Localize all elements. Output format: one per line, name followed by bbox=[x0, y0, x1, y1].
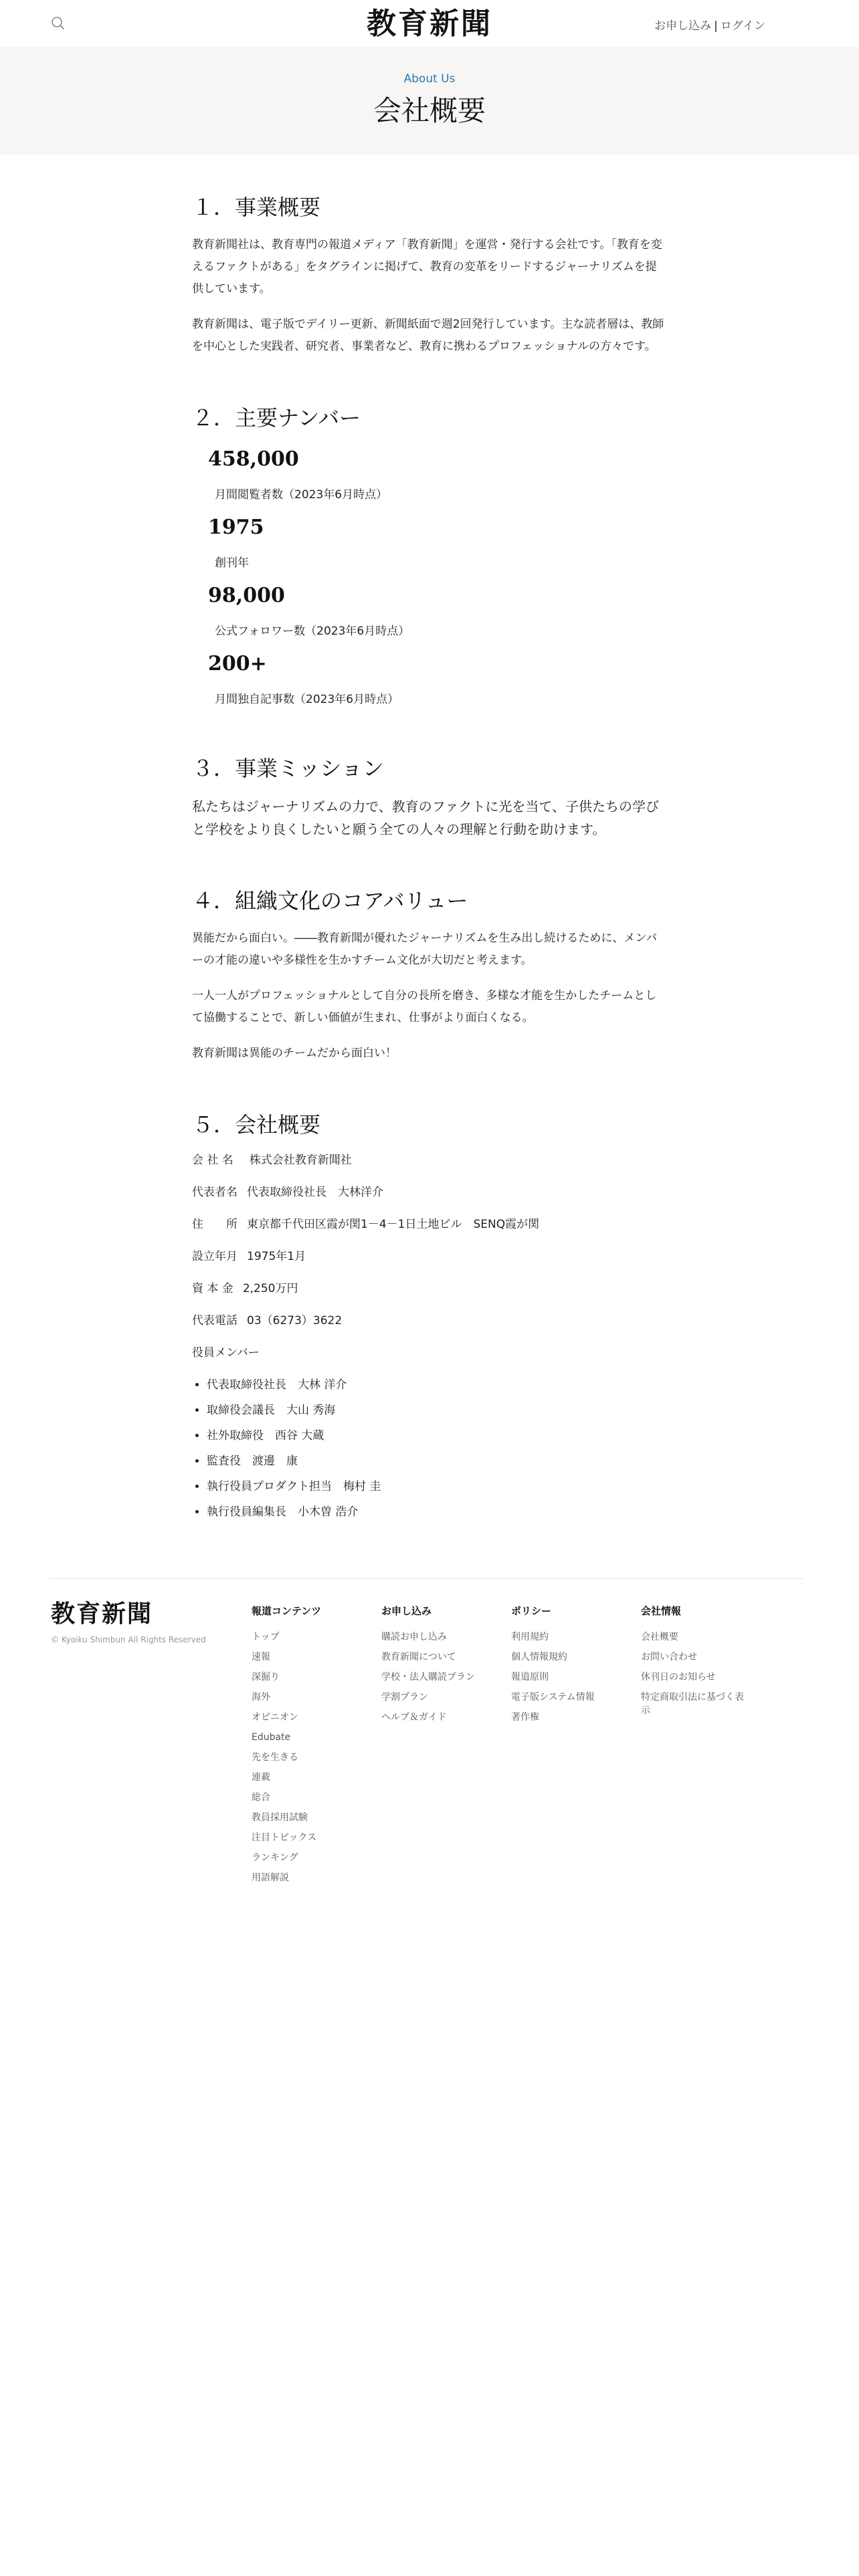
info-value: 株式会社教育新聞社 bbox=[249, 1154, 352, 1167]
footer-link[interactable]: 個人情報規約 bbox=[511, 1652, 567, 1662]
business-paragraph-1: 教育新聞社は、教育専門の報道メディア「教育新聞」を運営・発行する会社です。「教育を変えるファクトがある」をタグラインに掲げて、教育の変革をリードするジャーナリズムを提供しています。 bbox=[192, 238, 662, 296]
list-item: • 代表取締役社長 大林 洋介 bbox=[207, 1376, 667, 1394]
mission-text: 私たちはジャーナリズムの力で、教育のファクトに光を当て、子供たちの学びと学校をより良くしたいと願う全ての人々の理解と行動を助けます。 bbox=[192, 798, 659, 837]
section-key-numbers bbox=[192, 403, 667, 708]
number-label: 創刊年 bbox=[215, 556, 249, 570]
footer-link[interactable]: 総合 bbox=[252, 1792, 270, 1803]
section-heading: ５．会社概要 bbox=[192, 1112, 321, 1138]
established-row bbox=[192, 1248, 667, 1265]
officer-list bbox=[192, 1376, 667, 1521]
footer-col-title: 会社情報 bbox=[641, 1605, 682, 1617]
footer-link[interactable]: 注目トピックス bbox=[252, 1832, 317, 1843]
section-heading: ２．主要ナンバー bbox=[192, 405, 361, 431]
info-label: 資 本 金 bbox=[192, 1282, 233, 1295]
header-account-links bbox=[654, 16, 765, 33]
footer-link[interactable]: ヘルプ＆ガイド bbox=[381, 1712, 447, 1723]
footer-col-title: ポリシー bbox=[511, 1605, 552, 1617]
footer-link[interactable]: 利用規約 bbox=[511, 1632, 549, 1642]
site-footer bbox=[50, 1578, 803, 1909]
capital-row bbox=[192, 1280, 667, 1297]
number-item bbox=[208, 649, 667, 708]
footer-logo[interactable]: 教育新聞 bbox=[51, 1600, 153, 1628]
footer-link[interactable]: 用語解説 bbox=[252, 1872, 289, 1883]
footer-link[interactable]: 会社概要 bbox=[641, 1632, 678, 1642]
business-paragraph-2: 教育新聞は、電子版でデイリー更新、新聞紙面で週2回発行しています。主な読者層は、教師を中心とした実践者、研究者、事業者など、教育に携わるプロフェッショナルの方々です。 bbox=[192, 318, 664, 353]
officers-label: 役員メンバー bbox=[192, 1346, 260, 1360]
page-title: 会社概要 bbox=[373, 94, 486, 127]
site-header bbox=[0, 0, 859, 47]
number-value: 1975 bbox=[208, 516, 264, 539]
info-value: 代表取締役社長 大林洋介 bbox=[247, 1186, 383, 1199]
company-name-row bbox=[192, 1152, 667, 1169]
footer-col-policy bbox=[511, 1603, 625, 1727]
subscribe-link[interactable]: お申し込み bbox=[654, 19, 712, 33]
number-label: 公式フォロワー数（2023年6月時点） bbox=[215, 625, 410, 638]
number-value: 458,000 bbox=[208, 447, 299, 471]
footer-link[interactable]: 深掘り bbox=[252, 1672, 280, 1683]
representative-row bbox=[192, 1184, 667, 1201]
footer-link[interactable]: オピニオン bbox=[252, 1712, 298, 1723]
section-mission bbox=[192, 754, 667, 841]
phone-row bbox=[192, 1312, 667, 1329]
footer-link[interactable]: 連載 bbox=[252, 1772, 270, 1783]
section-company-profile bbox=[192, 1110, 667, 1521]
link-separator: | bbox=[714, 19, 718, 33]
info-label: 住 所 bbox=[192, 1218, 237, 1231]
footer-link[interactable]: トップ bbox=[252, 1632, 280, 1642]
number-value: 200+ bbox=[208, 652, 267, 675]
footer-link[interactable]: 休刊日のお知らせ bbox=[641, 1672, 716, 1683]
address-row bbox=[192, 1216, 667, 1233]
list-item: • 執行役員編集長 小木曽 浩介 bbox=[207, 1503, 667, 1521]
footer-col-subscribe bbox=[381, 1603, 495, 1727]
section-heading: １．事業概要 bbox=[192, 195, 321, 220]
footer-link[interactable]: 速報 bbox=[252, 1652, 270, 1662]
number-label: 月間独自記事数（2023年6月時点） bbox=[215, 693, 399, 706]
main-content bbox=[192, 155, 667, 1521]
page-hero bbox=[0, 47, 859, 155]
number-value: 98,000 bbox=[208, 584, 285, 607]
footer-link[interactable]: 報道原則 bbox=[511, 1672, 549, 1683]
info-value: 東京都千代田区霞が関1－4－1日土地ビル SENQ霞が関 bbox=[247, 1218, 540, 1231]
number-label: 月間閲覧者数（2023年6月時点） bbox=[215, 488, 388, 502]
info-value: 2,250万円 bbox=[242, 1282, 298, 1295]
culture-paragraph-3: 教育新聞は異能のチームだから面白い！ bbox=[192, 1047, 397, 1060]
footer-link[interactable]: お問い合わせ bbox=[641, 1652, 697, 1662]
culture-paragraph-1: 異能だから面白い。――教育新聞が優れたジャーナリズムを生み出し続けるために、メンバーの才能の違いや多様性を生かすチーム文化が大切だと考えます。 bbox=[192, 932, 658, 967]
section-heading: ３．事業ミッション bbox=[192, 756, 384, 781]
number-item bbox=[208, 513, 667, 572]
info-label: 代表者名 bbox=[192, 1186, 237, 1199]
info-value: 1975年1月 bbox=[247, 1250, 306, 1263]
info-label: 会 社 名 bbox=[192, 1154, 233, 1167]
footer-col-company bbox=[641, 1603, 748, 1717]
list-item: • 社外取締役 西谷 大蔵 bbox=[207, 1427, 667, 1444]
number-item bbox=[208, 581, 667, 640]
site-logo[interactable]: 教育新聞 bbox=[367, 7, 492, 41]
footer-link[interactable]: 先を生きる bbox=[252, 1752, 298, 1763]
footer-link[interactable]: 購読お申し込み bbox=[381, 1632, 447, 1642]
login-link[interactable]: ログイン bbox=[720, 19, 765, 33]
footer-col-title: 報道コンテンツ bbox=[252, 1605, 322, 1617]
footer-link[interactable]: 教育新聞について bbox=[381, 1652, 456, 1662]
footer-link[interactable]: 学割プラン bbox=[381, 1692, 428, 1703]
info-value: 03（6273）3622 bbox=[247, 1314, 343, 1327]
section-business-overview bbox=[192, 193, 667, 358]
info-label: 設立年月 bbox=[192, 1250, 237, 1263]
footer-link[interactable]: 学校・法人購読プラン bbox=[381, 1672, 475, 1683]
number-item bbox=[208, 445, 667, 504]
footer-brand bbox=[51, 1599, 206, 1644]
list-item: • 執行役員プロダクト担当 梅村 圭 bbox=[207, 1478, 667, 1495]
culture-paragraph-2: 一人一人がプロフェッショナルとして自分の長所を磨き、多様な才能を生かしたチームとして協働することで、新しい価値が生まれ、仕事がより面白くなる。 bbox=[192, 989, 657, 1025]
footer-link[interactable]: 著作権 bbox=[511, 1712, 539, 1723]
footer-col-content bbox=[252, 1603, 365, 1888]
info-label: 代表電話 bbox=[192, 1314, 237, 1327]
footer-link[interactable]: 海外 bbox=[252, 1692, 270, 1703]
footer-col-title: お申し込み bbox=[381, 1605, 432, 1617]
section-heading: ４．組織文化のコアバリュー bbox=[192, 888, 468, 914]
list-item: • 監査役 渡邊 康 bbox=[207, 1453, 667, 1470]
footer-link[interactable]: 特定商取引法に基づく表示 bbox=[641, 1692, 744, 1716]
footer-link[interactable]: Edubate bbox=[252, 1732, 291, 1743]
footer-link[interactable]: 教員採用試験 bbox=[252, 1812, 308, 1823]
hero-kicker: About Us bbox=[403, 72, 456, 86]
footer-link[interactable]: 電子版システム情報 bbox=[511, 1692, 595, 1703]
list-item: • 取締役会議長 大山 秀海 bbox=[207, 1402, 667, 1419]
copyright: © Kyoiku Shimbun All Rights Reserved bbox=[51, 1635, 206, 1644]
section-core-values bbox=[192, 886, 667, 1065]
footer-link[interactable]: ランキング bbox=[252, 1852, 298, 1863]
